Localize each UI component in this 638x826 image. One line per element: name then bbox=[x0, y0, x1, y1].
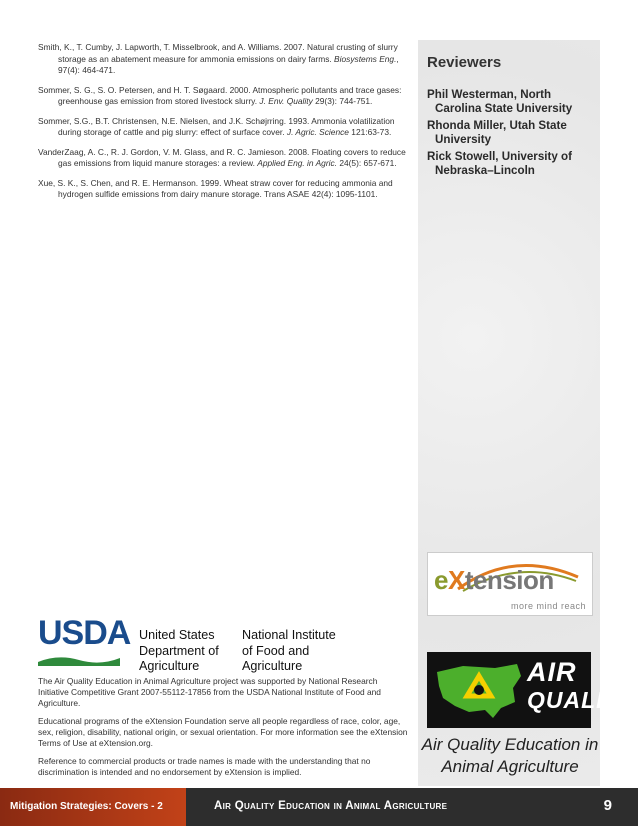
usda-department-name: United States Department of Agriculture bbox=[139, 628, 219, 674]
usda-wordmark: USDA bbox=[38, 614, 131, 652]
reviewer-item: Rhonda Miller, Utah State University bbox=[427, 119, 567, 146]
reference-item: Sommer, S.G., B.T. Christensen, N.E. Nielsen, and J.K. Schøjrring. 1993. Ammonia volatilization during storage of cattle and pig slurry: effect of surface cover. J. Agric. Science 121:63-73. bbox=[38, 115, 395, 137]
reference-item: Smith, K., T. Cumby, J. Lapworth, T. Misselbrook, and A. Williams. 2007. Natural crusting of slurry storage as an abatement measure for ammonia emissions on dairy farms. Biosystems Eng., 97(4): 464-471. bbox=[38, 42, 399, 75]
air-quality-logo bbox=[427, 652, 635, 728]
reviewers-list bbox=[427, 88, 597, 181]
aq-caption: Air Quality Education in Animal Agriculture bbox=[421, 735, 599, 776]
funding-statement: The Air Quality Education in Animal Agriculture project was supported by National Research Initiative Competitive Grant 2007-55112-17856 from the USDA National Institute of Food and Agriculture. bbox=[38, 676, 381, 709]
air-quality-wordmark: AIR QUALITY bbox=[527, 657, 635, 713]
references-list bbox=[38, 42, 408, 209]
extension-wordmark: eXtension bbox=[434, 565, 554, 595]
page-number: 9 bbox=[603, 797, 612, 814]
reviewers-sidebar bbox=[418, 40, 635, 786]
disclaimer-statement: Reference to commercial products or trade names is made with the understanding that no discrimination is intended and no endorsement by eXtension is implied. bbox=[38, 756, 371, 778]
reviewers-heading: Reviewers bbox=[427, 54, 502, 71]
reference-item: Sommer, S. G., S. O. Petersen, and H. T. Søgaard. 2000. Atmospheric pollutants and trace gases: greenhouse gas emission from stored livestock slurry. J. Env. Quality 29(3): 744-751. bbox=[38, 84, 402, 106]
extension-tagline: more mind reach bbox=[510, 601, 586, 611]
us-map-recycle-icon bbox=[433, 658, 525, 722]
reference-item: VanderZaag, A. C., R. J. Gordon, V. M. Glass, and R. C. Jamieson. 2008. Floating covers to reduce gas emissions from liquid manure storages: a review. Applied Eng. in Agric. 24(5): 657-671. bbox=[38, 146, 406, 168]
page-footer bbox=[0, 788, 638, 826]
nifa-name: National Institute of Food and Agriculture bbox=[242, 628, 336, 674]
equal-opportunity-statement: Educational programs of the eXtension Foundation serve all people regardless of race, color, age, sex, religion, disability, national origin, or sexual orientation. For more information see the eXtension Terms of Use at eXtension.org. bbox=[38, 716, 408, 749]
usda-logo bbox=[38, 614, 131, 666]
footer-accent-block bbox=[0, 788, 186, 826]
usda-hills-icon bbox=[38, 654, 120, 666]
footer-title: Air Quality Education in Animal Agriculture bbox=[214, 800, 448, 812]
footer-section-label: Mitigation Strategies: Covers - 2 bbox=[10, 801, 163, 812]
extension-logo bbox=[427, 552, 593, 616]
reviewer-item: Rick Stowell, University of Nebraska–Lincoln bbox=[427, 150, 572, 177]
reviewer-item: Phil Westerman, North Carolina State University bbox=[427, 88, 573, 115]
reference-item: Xue, S. K., S. Chen, and R. E. Hermanson. 1999. Wheat straw cover for reducing ammonia and hydrogen sulfide emissions from dairy manure storage. Trans ASAE 42(4): 1095-1101. bbox=[38, 177, 393, 199]
